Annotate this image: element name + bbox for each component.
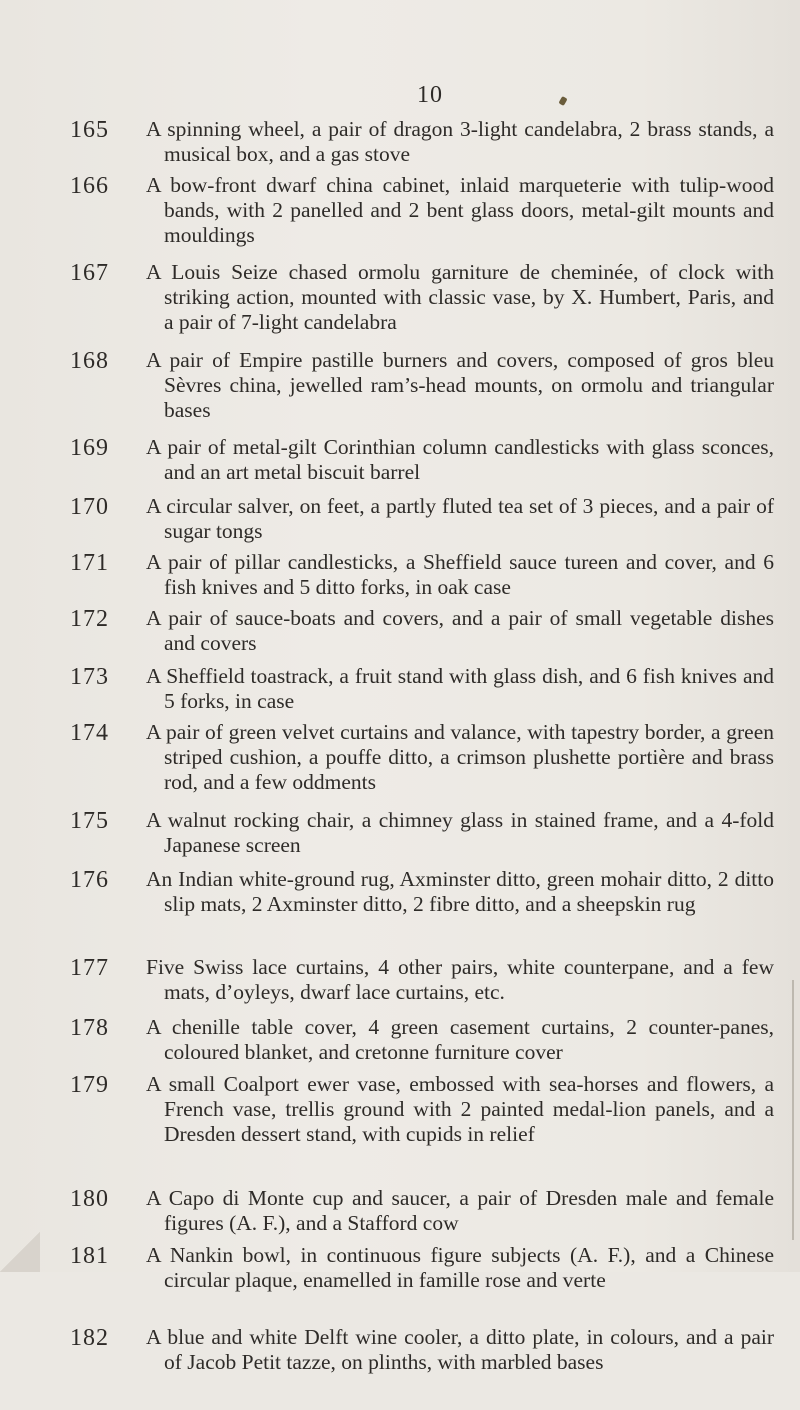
lot-entry (0, 664, 800, 720)
lot-entry (0, 606, 800, 664)
lot-description: A Nankin bowl, in continuous figure subjects (A. F.), and a Chinese circular plaque, enamelled in famille rose and verte (146, 1243, 774, 1292)
lot-number: 174 (70, 720, 109, 746)
lot-number: 180 (70, 1186, 109, 1212)
lot-number: 168 (70, 348, 109, 374)
lot-description: A chenille table cover, 4 green casement curtains, 2 counter-panes, coloured blanket, and cretonne furniture cover (146, 1015, 774, 1064)
lot-number: 169 (70, 435, 109, 461)
lot-number: 171 (70, 550, 109, 576)
lot-description: A Sheffield toastrack, a fruit stand with glass dish, and 6 fish knives and 5 forks, in case (146, 664, 774, 713)
lot-number: 182 (70, 1325, 109, 1351)
lot-number: 173 (70, 664, 109, 690)
lot-description: A blue and white Delft wine cooler, a ditto plate, in colours, and a pair of Jacob Petit tazze, on plinths, with marbled bases (146, 1325, 774, 1374)
lot-list (0, 117, 800, 1410)
lot-entry (0, 348, 800, 435)
lot-entry (0, 1243, 800, 1325)
lot-description: A pair of pillar candlesticks, a Sheffield sauce tureen and cover, and 6 fish knives and 5 ditto forks, in oak case (146, 550, 774, 599)
lot-number: 165 (70, 117, 109, 143)
lot-entry (0, 955, 800, 1015)
lot-description: A small Coalport ewer vase, embossed with sea-horses and flowers, a French vase, trellis ground with 2 painted medal-lion panels, and a Dresden dessert stand, with cupids in relief (146, 1072, 774, 1146)
lot-description: A pair of green velvet curtains and valance, with tapestry border, a green striped cushion, a pouffe ditto, a crimson plushette portière and brass rod, and a few oddments (146, 720, 774, 794)
lot-number: 179 (70, 1072, 109, 1098)
lot-entry (0, 117, 800, 173)
lot-number: 177 (70, 955, 109, 981)
lot-entry (0, 173, 800, 260)
lot-description: A Louis Seize chased ormolu garniture de cheminée, of clock with striking action, mounted with classic vase, by X. Humbert, Paris, and a pair of 7-light candelabra (146, 260, 774, 334)
lot-description: A pair of sauce-boats and covers, and a pair of small vegetable dishes and covers (146, 606, 774, 655)
lot-number: 176 (70, 867, 109, 893)
lot-description: A bow-front dwarf china cabinet, inlaid marqueterie with tulip-wood bands, with 2 panelled and 2 bent glass doors, metal-gilt mounts and mouldings (146, 173, 774, 247)
lot-description: A pair of metal-gilt Corinthian column candlesticks with glass sconces, and an art metal biscuit barrel (146, 435, 774, 484)
lot-description: Five Swiss lace curtains, 4 other pairs, white counterpane, and a few mats, d’oyleys, dwarf lace curtains, etc. (146, 955, 774, 1004)
lot-entry (0, 1015, 800, 1072)
lot-number: 175 (70, 808, 109, 834)
lot-description: A spinning wheel, a pair of dragon 3-light candelabra, 2 brass stands, a musical box, and a gas stove (146, 117, 774, 166)
lot-entry (0, 1072, 800, 1186)
lot-description: An Indian white-ground rug, Axminster ditto, green mohair ditto, 2 ditto slip mats, 2 Axminster ditto, 2 fibre ditto, and a sheepskin rug (146, 867, 774, 916)
lot-entry (0, 867, 800, 955)
lot-number: 167 (70, 260, 109, 286)
lot-entry (0, 260, 800, 348)
page-number: 10 (417, 82, 443, 108)
lot-number: 181 (70, 1243, 109, 1269)
lot-entry (0, 435, 800, 494)
lot-number: 170 (70, 494, 109, 520)
lot-entry (0, 720, 800, 808)
lot-number: 178 (70, 1015, 109, 1041)
ink-mark (558, 96, 567, 106)
lot-description: A circular salver, on feet, a partly fluted tea set of 3 pieces, and a pair of sugar tongs (146, 494, 774, 543)
lot-description: A walnut rocking chair, a chimney glass in stained frame, and a 4-fold Japanese screen (146, 808, 774, 857)
lot-entry (0, 1186, 800, 1243)
lot-description: A Capo di Monte cup and saucer, a pair of Dresden male and female figures (A. F.), and a Stafford cow (146, 1186, 774, 1235)
page-edge-shadow (792, 980, 794, 1240)
lot-number: 172 (70, 606, 109, 632)
lot-entry (0, 1325, 800, 1410)
page-corner (0, 1232, 40, 1272)
lot-entry (0, 494, 800, 550)
lot-entry (0, 550, 800, 606)
lot-entry (0, 808, 800, 867)
lot-description: A pair of Empire pastille burners and covers, composed of gros bleu Sèvres china, jewelled ram’s-head mounts, on ormolu and triangular bases (146, 348, 774, 422)
lot-number: 166 (70, 173, 109, 199)
